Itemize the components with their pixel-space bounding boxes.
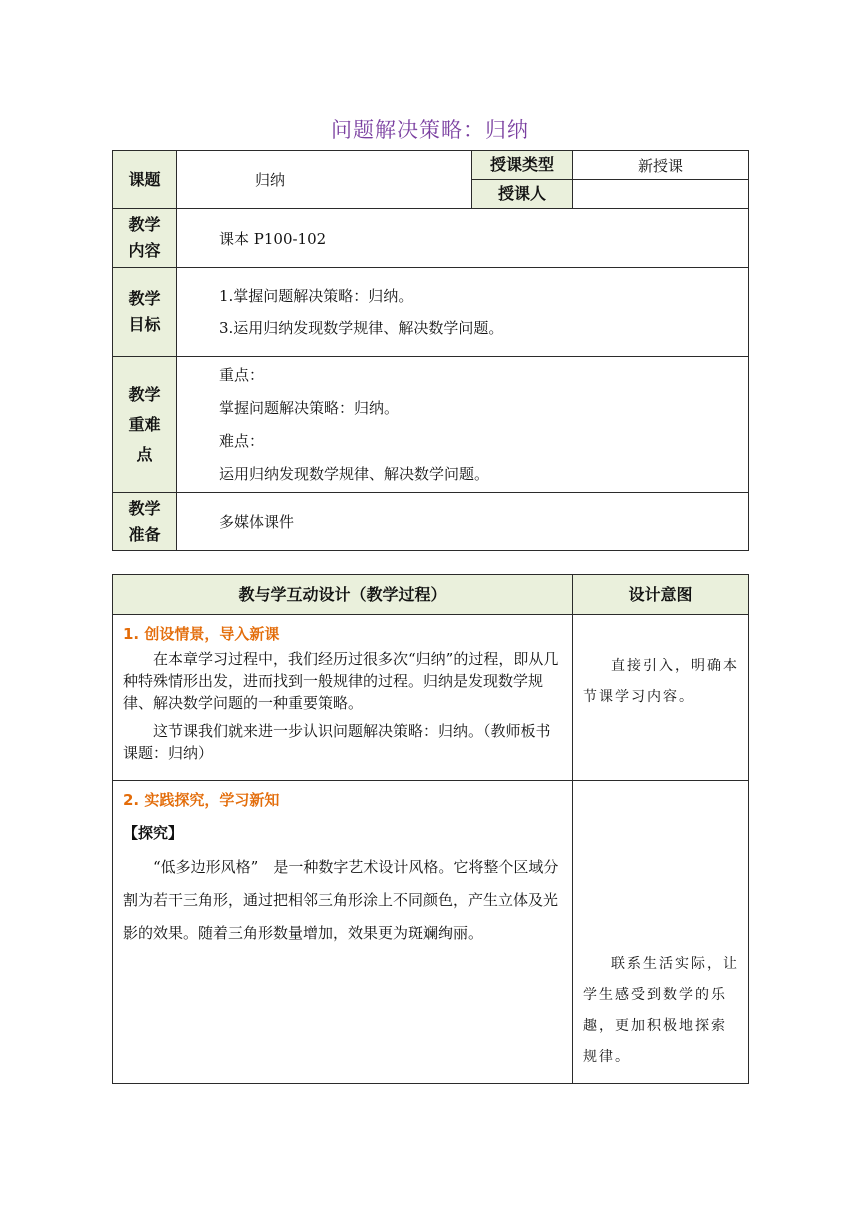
section-2-subheading: 【探究】 — [123, 824, 184, 842]
goal-label: 教学 目标 — [113, 268, 177, 357]
key-points-label: 教学 重难 点 — [113, 357, 177, 493]
type-label: 授课类型 — [472, 151, 573, 180]
section-1 — [113, 615, 573, 781]
teacher-label: 授课人 — [472, 180, 573, 209]
content-label: 教学 内容 — [113, 209, 177, 268]
process-header: 教与学互动设计（教学过程） — [113, 575, 573, 615]
goal-list — [177, 268, 749, 357]
prep-label: 教学 准备 — [113, 493, 177, 551]
section-2-intent: 联系生活实际，让学生感受到数学的乐趣，更加积极地探索规律。 — [573, 781, 749, 1084]
section-1-para: 这节课我们就来进一步认识问题解决策略：归纳。（教师板书课题：归纳） — [123, 722, 551, 762]
section-1-intent: 直接引入，明确本节课学习内容。 — [573, 615, 749, 781]
section-1-heading: 1. 创设情景，导入新课 — [123, 625, 280, 643]
prep-value: 多媒体课件 — [177, 493, 749, 551]
lesson-info-table — [112, 150, 749, 551]
topic-label: 课题 — [113, 151, 177, 209]
intent-header: 设计意图 — [573, 575, 749, 615]
process-table — [112, 574, 749, 1084]
teacher-value — [573, 180, 749, 209]
topic-value: 归纳 — [177, 151, 472, 209]
goal-item: 3.运用归纳发现数学规律、解决数学问题。 — [219, 319, 504, 337]
section-2-para: “低多边形风格” 是一种数字艺术设计风格。它将整个区域分割为若干三角形，通过把相邻三角形涂上不同颜色，产生立体及光影的效果。随着三角形数量增加，效果更为斑斓绚丽。 — [123, 858, 559, 942]
section-2 — [113, 781, 573, 1084]
page-title: 问题解决策略：归纳 — [331, 118, 529, 142]
type-value: 新授课 — [573, 151, 749, 180]
goal-item: 1.掌握问题解决策略：归纳。 — [219, 287, 414, 305]
content-value: 课本 P100-102 — [177, 209, 749, 268]
section-1-para: 在本章学习过程中，我们经历过很多次“归纳”的过程，即从几种特殊情形出发，进而找到一般规律的过程。归纳是发现数学规律、解决数学问题的一种重要策略。 — [123, 650, 559, 712]
key-points: 重点： 掌握问题解决策略：归纳。 难点： 运用归纳发现数学规律、解决数学问题。 — [177, 357, 749, 493]
section-2-heading: 2. 实践探究，学习新知 — [123, 791, 280, 809]
